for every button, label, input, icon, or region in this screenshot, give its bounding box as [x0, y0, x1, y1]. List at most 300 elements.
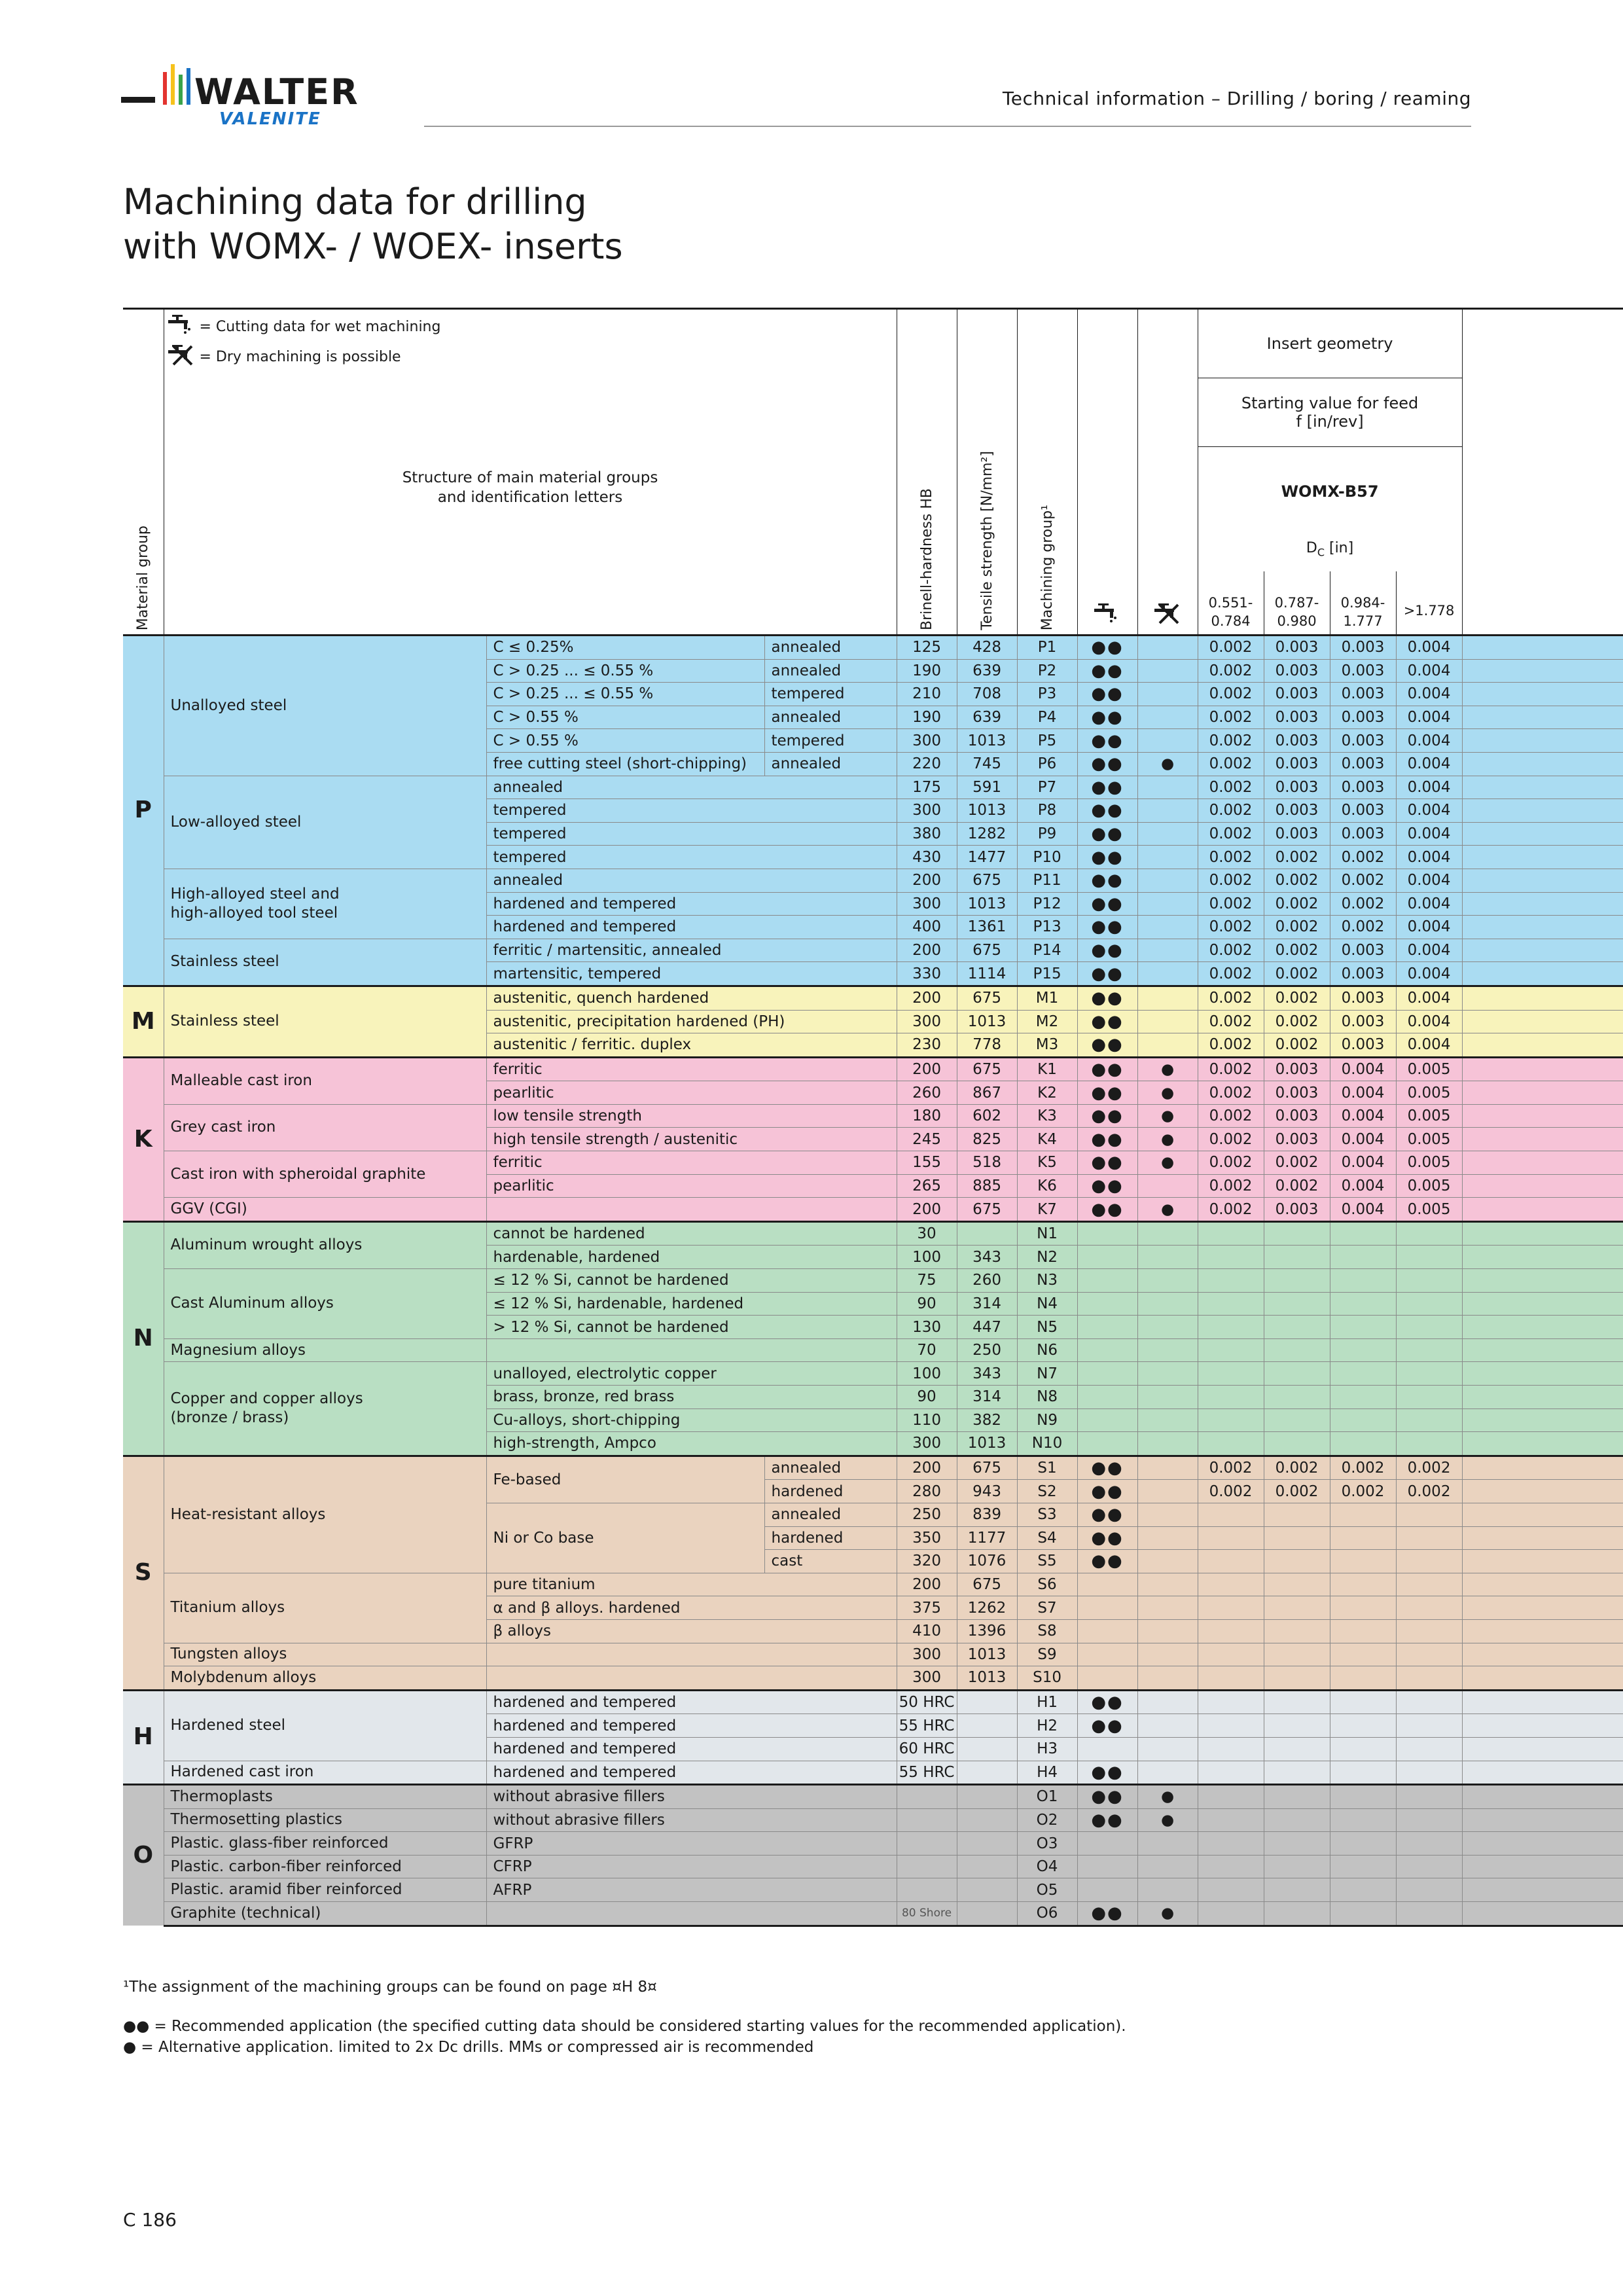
- structure-title: Structure of main material groups and identification letters: [402, 469, 658, 506]
- hardness-cell: 300: [897, 1010, 957, 1033]
- feed-cell: [1264, 1386, 1330, 1409]
- hardness-cell: 330: [897, 962, 957, 986]
- feed-cell: [1198, 1596, 1264, 1620]
- material-group-header: Material group: [123, 309, 164, 636]
- feed-cell: 0.003: [1330, 659, 1396, 683]
- feed-cell: 0.004: [1330, 1104, 1396, 1128]
- dry-application-cell: [1137, 1386, 1198, 1409]
- feed-cell: [1330, 1832, 1396, 1856]
- insert-geometry-header: Insert geometry: [1198, 309, 1462, 378]
- feed-cell: 0.003: [1330, 706, 1396, 729]
- feed-cell: 0.003: [1330, 636, 1396, 660]
- condition-cell: pure titanium: [486, 1573, 897, 1596]
- feed-cell: 0.004: [1396, 659, 1462, 683]
- feed-cell: [1198, 1526, 1264, 1550]
- feed-cell: [1264, 1408, 1330, 1432]
- feed-cell: 0.004: [1396, 636, 1462, 660]
- feed-cell: 0.002: [1198, 869, 1264, 892]
- wet-application-cell: [1077, 1643, 1137, 1666]
- table-row: [123, 1198, 1623, 1222]
- feed-cell: [1264, 1878, 1330, 1902]
- hardness-cell: 300: [897, 799, 957, 823]
- wet-application-cell: ●●: [1077, 822, 1137, 846]
- hardness-cell: 125: [897, 636, 957, 660]
- tensile-cell: 1013: [957, 1010, 1017, 1033]
- empty-cell: [1462, 1761, 1623, 1785]
- feed-cell: [1198, 1269, 1264, 1293]
- table-row: [123, 1666, 1623, 1691]
- feed-cell: [1330, 1714, 1396, 1738]
- machining-group-cell: P9: [1017, 822, 1077, 846]
- empty-cell: [1462, 1878, 1623, 1902]
- treatment-cell: tempered: [764, 729, 897, 753]
- tensile-cell: 675: [957, 1198, 1017, 1222]
- empty-cell: [1462, 1246, 1623, 1269]
- condition-cell: > 12 % Si, cannot be hardened: [486, 1316, 897, 1339]
- feed-cell: [1198, 1408, 1264, 1432]
- feed-cell: 0.002: [1264, 1010, 1330, 1033]
- dry-application-cell: [1137, 799, 1198, 823]
- feed-cell: 0.003: [1264, 683, 1330, 706]
- machining-group-cell: N1: [1017, 1221, 1077, 1246]
- feed-cell: 0.002: [1198, 1010, 1264, 1033]
- condition-cell: hardened and tempered: [486, 1714, 897, 1738]
- material-group-letter: S: [123, 1456, 164, 1690]
- condition-cell: Ni or Co base: [486, 1503, 764, 1573]
- condition-cell: austenitic / ferritic. duplex: [486, 1033, 897, 1058]
- feed-cell: 0.002: [1264, 916, 1330, 939]
- tensile-cell: [957, 1761, 1017, 1785]
- treatment-cell: annealed: [764, 706, 897, 729]
- machining-group-cell: K2: [1017, 1081, 1077, 1105]
- machining-group-cell: S9: [1017, 1643, 1077, 1666]
- feed-cell: [1264, 1503, 1330, 1526]
- wet-application-cell: ●●: [1077, 1010, 1137, 1033]
- tensile-cell: 1177: [957, 1526, 1017, 1550]
- treatment-cell: annealed: [764, 1503, 897, 1526]
- condition-cell: pearlitic: [486, 1081, 897, 1105]
- section-header: Technical information – Drilling / boring / reaming: [1002, 88, 1471, 109]
- wet-application-cell: [1077, 1432, 1137, 1456]
- dry-machining-icon: [167, 344, 200, 370]
- wet-application-cell: ●●: [1077, 1081, 1137, 1105]
- feed-cell: 0.004: [1396, 776, 1462, 799]
- material-subgroup: Cast iron with spheroidal graphite: [164, 1151, 486, 1198]
- condition-cell: free cutting steel (short-chipping): [486, 752, 764, 776]
- feed-cell: 0.005: [1396, 1104, 1462, 1128]
- hardness-cell: 200: [897, 1456, 957, 1480]
- wet-application-cell: ●●: [1077, 1785, 1137, 1809]
- dry-application-cell: [1137, 1174, 1198, 1198]
- material-subgroup: Cast Aluminum alloys: [164, 1269, 486, 1339]
- feed-cell: 0.002: [1330, 1456, 1396, 1480]
- feed-cell: [1396, 1432, 1462, 1456]
- wet-application-cell: ●●: [1077, 799, 1137, 823]
- feed-cell: [1264, 1832, 1330, 1856]
- machining-group-cell: N4: [1017, 1292, 1077, 1316]
- feed-cell: 0.004: [1396, 799, 1462, 823]
- machining-group-cell: P1: [1017, 636, 1077, 660]
- empty-cell: [1462, 1362, 1623, 1386]
- feed-cell: 0.002: [1198, 892, 1264, 916]
- feed-cell: [1330, 1785, 1396, 1809]
- feed-cell: [1264, 1246, 1330, 1269]
- condition-cell: AFRP: [486, 1878, 897, 1902]
- tensile-cell: [957, 1832, 1017, 1856]
- feed-cell: [1264, 1526, 1330, 1550]
- feed-cell: 0.002: [1330, 892, 1396, 916]
- feed-cell: [1264, 1596, 1330, 1620]
- machining-group-cell: K4: [1017, 1128, 1077, 1151]
- brinell-header: Brinell-hardness HB: [897, 309, 957, 636]
- empty-cell: [1462, 706, 1623, 729]
- page-number: C 186: [123, 2209, 177, 2231]
- treatment-cell: hardened: [764, 1480, 897, 1503]
- hardness-cell: 300: [897, 1666, 957, 1691]
- material-subgroup: Graphite (technical): [164, 1902, 486, 1926]
- dry-application-cell: [1137, 1832, 1198, 1856]
- machining-data-table: [123, 308, 1623, 1927]
- machining-group-cell: S8: [1017, 1619, 1077, 1643]
- empty-cell: [1462, 1666, 1623, 1691]
- material-subgroup: Copper and copper alloys (bronze / brass): [164, 1362, 486, 1456]
- hardness-cell: 200: [897, 1198, 957, 1222]
- empty-cell: [1462, 1174, 1623, 1198]
- condition-cell: tempered: [486, 822, 897, 846]
- feed-cell: 0.003: [1264, 1081, 1330, 1105]
- dry-application-cell: [1137, 962, 1198, 986]
- empty-cell: [1462, 846, 1623, 869]
- feed-cell: 0.002: [1264, 869, 1330, 892]
- condition-cell: ferritic / martensitic, annealed: [486, 939, 897, 962]
- empty-cell: [1462, 986, 1623, 1010]
- material-subgroup: Thermosetting plastics: [164, 1808, 486, 1832]
- dry-application-cell: [1137, 822, 1198, 846]
- empty-cell: [1462, 1503, 1623, 1526]
- dry-application-cell: [1137, 1573, 1198, 1596]
- machining-group-cell: M3: [1017, 1033, 1077, 1058]
- table-row: [123, 1643, 1623, 1666]
- empty-cell: [1462, 1057, 1623, 1081]
- feed-cell: [1264, 1292, 1330, 1316]
- feed-cell: 0.003: [1264, 752, 1330, 776]
- feed-cell: 0.004: [1330, 1081, 1396, 1105]
- tensile-cell: 745: [957, 752, 1017, 776]
- machining-group-cell: O4: [1017, 1855, 1077, 1878]
- material-group-letter: N: [123, 1221, 164, 1456]
- feed-cell: 0.005: [1396, 1128, 1462, 1151]
- feed-cell: [1198, 1714, 1264, 1738]
- dry-application-cell: [1137, 1737, 1198, 1761]
- feed-cell: 0.002: [1198, 1174, 1264, 1198]
- feed-cell: [1198, 1386, 1264, 1409]
- hardness-cell: 260: [897, 1081, 957, 1105]
- feed-cell: [1330, 1503, 1396, 1526]
- empty-cell: [1462, 892, 1623, 916]
- feed-cell: [1330, 1408, 1396, 1432]
- feed-cell: [1396, 1714, 1462, 1738]
- empty-cell: [1462, 1832, 1623, 1856]
- material-subgroup: GGV (CGI): [164, 1198, 486, 1222]
- feed-cell: [1264, 1316, 1330, 1339]
- machining-group-cell: S10: [1017, 1666, 1077, 1691]
- hardness-cell: 30: [897, 1221, 957, 1246]
- feed-cell: 0.004: [1396, 1033, 1462, 1058]
- tensile-cell: 639: [957, 706, 1017, 729]
- machining-group-cell: P2: [1017, 659, 1077, 683]
- tensile-cell: 250: [957, 1338, 1017, 1362]
- material-subgroup: Tungsten alloys: [164, 1643, 486, 1666]
- feed-cell: 0.002: [1198, 962, 1264, 986]
- wet-application-cell: [1077, 1269, 1137, 1293]
- condition-cell: [486, 1338, 897, 1362]
- feed-cell: 0.003: [1264, 776, 1330, 799]
- feed-cell: 0.003: [1330, 799, 1396, 823]
- material-subgroup: Molybdenum alloys: [164, 1666, 486, 1691]
- tensile-cell: 675: [957, 939, 1017, 962]
- legend-wet-label: = Cutting data for wet machining: [199, 318, 441, 335]
- table-row: [123, 1057, 1623, 1081]
- dry-application-cell: [1137, 869, 1198, 892]
- tensile-cell: 675: [957, 1057, 1017, 1081]
- hardness-cell: 130: [897, 1316, 957, 1339]
- feed-cell: 0.002: [1264, 986, 1330, 1010]
- table-row: [123, 776, 1623, 799]
- feed-cell: 0.002: [1396, 1480, 1462, 1503]
- empty-cell: [1462, 1737, 1623, 1761]
- table-row: [123, 1221, 1623, 1246]
- machining-group-cell: S1: [1017, 1456, 1077, 1480]
- feed-cell: [1198, 1432, 1264, 1456]
- empty-cell: [1462, 1902, 1623, 1926]
- condition-cell: hardenable, hardened: [486, 1246, 897, 1269]
- feed-cell: [1330, 1338, 1396, 1362]
- wet-application-cell: ●●: [1077, 1550, 1137, 1573]
- condition-cell: annealed: [486, 776, 897, 799]
- machining-group-cell: H3: [1017, 1737, 1077, 1761]
- dry-application-cell: ●: [1137, 1902, 1198, 1926]
- material-group-letter: P: [123, 636, 164, 986]
- feed-cell: 0.002: [1264, 939, 1330, 962]
- empty-cell: [1462, 1550, 1623, 1573]
- dry-application-cell: [1137, 636, 1198, 660]
- feed-cell: [1198, 1737, 1264, 1761]
- machining-group-cell: P5: [1017, 729, 1077, 753]
- feed-cell: [1198, 1761, 1264, 1785]
- dry-machining-icon: [1153, 613, 1182, 630]
- feed-cell: [1264, 1362, 1330, 1386]
- hardness-cell: 430: [897, 846, 957, 869]
- material-subgroup: Grey cast iron: [164, 1104, 486, 1151]
- tensile-cell: 675: [957, 1456, 1017, 1480]
- feed-cell: 0.002: [1264, 846, 1330, 869]
- condition-cell: without abrasive fillers: [486, 1785, 897, 1809]
- tensile-cell: 314: [957, 1386, 1017, 1409]
- condition-cell: C > 0.55 %: [486, 729, 764, 753]
- feed-cell: 0.002: [1264, 1151, 1330, 1175]
- wet-application-cell: ●●: [1077, 1714, 1137, 1738]
- machining-group-cell: S7: [1017, 1596, 1077, 1620]
- condition-cell: without abrasive fillers: [486, 1808, 897, 1832]
- dc-range-2: 0.787- 0.980: [1264, 571, 1330, 636]
- tensile-cell: 885: [957, 1174, 1017, 1198]
- dry-application-cell: [1137, 986, 1198, 1010]
- legend-dry-label: = Dry machining is possible: [199, 348, 401, 365]
- tensile-cell: 839: [957, 1503, 1017, 1526]
- empty-cell: [1462, 1690, 1623, 1714]
- dry-application-cell: [1137, 1480, 1198, 1503]
- hardness-cell: 200: [897, 1057, 957, 1081]
- feed-cell: [1264, 1761, 1330, 1785]
- feed-cell: [1198, 1619, 1264, 1643]
- feed-cell: 0.002: [1396, 1456, 1462, 1480]
- wet-application-cell: ●●: [1077, 706, 1137, 729]
- machining-group-cell: S3: [1017, 1503, 1077, 1526]
- empty-cell: [1462, 729, 1623, 753]
- wet-application-cell: ●●: [1077, 986, 1137, 1010]
- feed-cell: [1396, 1596, 1462, 1620]
- dry-application-cell: [1137, 1690, 1198, 1714]
- feed-cell: [1264, 1737, 1330, 1761]
- feed-cell: [1330, 1902, 1396, 1926]
- material-subgroup: Hardened cast iron: [164, 1761, 486, 1785]
- feed-cell: 0.004: [1330, 1151, 1396, 1175]
- machining-group-cell: K6: [1017, 1174, 1077, 1198]
- wet-application-cell: [1077, 1408, 1137, 1432]
- feed-cell: 0.002: [1264, 1456, 1330, 1480]
- wet-application-cell: [1077, 1221, 1137, 1246]
- tensile-cell: [957, 1808, 1017, 1832]
- wet-application-cell: [1077, 1832, 1137, 1856]
- empty-cell: [1462, 659, 1623, 683]
- material-subgroup: Low-alloyed steel: [164, 776, 486, 869]
- table-row: [123, 939, 1623, 962]
- tensile-cell: 314: [957, 1292, 1017, 1316]
- feed-cell: 0.004: [1396, 916, 1462, 939]
- walter-valenite-logo: [121, 59, 396, 131]
- feed-cell: [1198, 1855, 1264, 1878]
- feed-cell: [1396, 1550, 1462, 1573]
- tensile-cell: 825: [957, 1128, 1017, 1151]
- machining-group-cell: M1: [1017, 986, 1077, 1010]
- title-line-2: with WOMX- / WOEX- inserts: [123, 226, 623, 267]
- feed-cell: [1396, 1316, 1462, 1339]
- table-row: [123, 1808, 1623, 1832]
- machining-group-cell: P12: [1017, 892, 1077, 916]
- feed-cell: [1198, 1316, 1264, 1339]
- hardness-cell: 200: [897, 1573, 957, 1596]
- dry-application-cell: [1137, 1714, 1198, 1738]
- empty-cell: [1462, 1198, 1623, 1222]
- tensile-cell: 867: [957, 1081, 1017, 1105]
- feed-cell: 0.003: [1264, 1128, 1330, 1151]
- machining-group-cell: S5: [1017, 1550, 1077, 1573]
- feed-cell: [1198, 1292, 1264, 1316]
- feed-cell: [1330, 1292, 1396, 1316]
- hardness-cell: 180: [897, 1104, 957, 1128]
- wet-application-cell: [1077, 1246, 1137, 1269]
- condition-cell: austenitic, precipitation hardened (PH): [486, 1010, 897, 1033]
- wet-application-cell: ●●: [1077, 846, 1137, 869]
- dry-application-cell: [1137, 1269, 1198, 1293]
- dry-col-header: [1137, 309, 1198, 636]
- feed-cell: 0.003: [1264, 799, 1330, 823]
- feed-cell: [1396, 1808, 1462, 1832]
- feed-cell: 0.003: [1330, 752, 1396, 776]
- empty-cell: [1462, 636, 1623, 660]
- table-row: [123, 1855, 1623, 1878]
- hardness-cell: 90: [897, 1292, 957, 1316]
- feed-cell: 0.002: [1264, 962, 1330, 986]
- feed-cell: [1330, 1737, 1396, 1761]
- table-row: [123, 1104, 1623, 1128]
- empty-cell: [1462, 1386, 1623, 1409]
- machining-group-cell: K5: [1017, 1151, 1077, 1175]
- dry-application-cell: ●: [1137, 1081, 1198, 1105]
- feed-cell: 0.002: [1198, 846, 1264, 869]
- dry-application-cell: [1137, 1503, 1198, 1526]
- feed-cell: [1330, 1362, 1396, 1386]
- wet-application-cell: [1077, 1573, 1137, 1596]
- feed-cell: 0.004: [1396, 962, 1462, 986]
- condition-cell: tempered: [486, 846, 897, 869]
- wet-application-cell: ●●: [1077, 1690, 1137, 1714]
- condition-cell: annealed: [486, 869, 897, 892]
- hardness-cell: [897, 1878, 957, 1902]
- hardness-cell: 220: [897, 752, 957, 776]
- material-subgroup: Malleable cast iron: [164, 1057, 486, 1104]
- tensile-cell: 675: [957, 1573, 1017, 1596]
- wet-application-cell: [1077, 1292, 1137, 1316]
- dry-application-cell: ●: [1137, 1151, 1198, 1175]
- feed-cell: [1330, 1316, 1396, 1339]
- hardness-cell: 60 HRC: [897, 1737, 957, 1761]
- feed-cell: 0.002: [1198, 1480, 1264, 1503]
- dry-application-cell: [1137, 1855, 1198, 1878]
- insert-name-header: [1198, 447, 1462, 572]
- feed-cell: [1264, 1855, 1330, 1878]
- hardness-cell: 210: [897, 683, 957, 706]
- page-title: [123, 180, 623, 269]
- feed-cell: 0.003: [1264, 1104, 1330, 1128]
- hardness-cell: 300: [897, 1643, 957, 1666]
- feed-cell: 0.004: [1396, 729, 1462, 753]
- material-subgroup: Stainless steel: [164, 986, 486, 1057]
- feed-cell: [1330, 1808, 1396, 1832]
- wet-application-cell: ●●: [1077, 1503, 1137, 1526]
- feed-cell: 0.003: [1264, 1198, 1330, 1222]
- hardness-cell: 100: [897, 1246, 957, 1269]
- machining-group-cell: N3: [1017, 1269, 1077, 1293]
- machining-group-cell: S2: [1017, 1480, 1077, 1503]
- empty-cell: [1462, 1104, 1623, 1128]
- wet-application-cell: ●●: [1077, 1104, 1137, 1128]
- dry-application-cell: [1137, 1221, 1198, 1246]
- feed-cell: 0.002: [1330, 1480, 1396, 1503]
- material-subgroup: Thermoplasts: [164, 1785, 486, 1809]
- hardness-cell: 300: [897, 892, 957, 916]
- condition-cell: hardened and tempered: [486, 916, 897, 939]
- tensile-cell: 343: [957, 1246, 1017, 1269]
- feed-cell: [1198, 1878, 1264, 1902]
- tensile-cell: [957, 1902, 1017, 1926]
- feed-cell: [1396, 1832, 1462, 1856]
- table-row: [123, 1338, 1623, 1362]
- dry-application-cell: [1137, 1292, 1198, 1316]
- feed-cell: 0.002: [1264, 1480, 1330, 1503]
- wet-application-cell: ●●: [1077, 1526, 1137, 1550]
- dry-application-cell: ●: [1137, 752, 1198, 776]
